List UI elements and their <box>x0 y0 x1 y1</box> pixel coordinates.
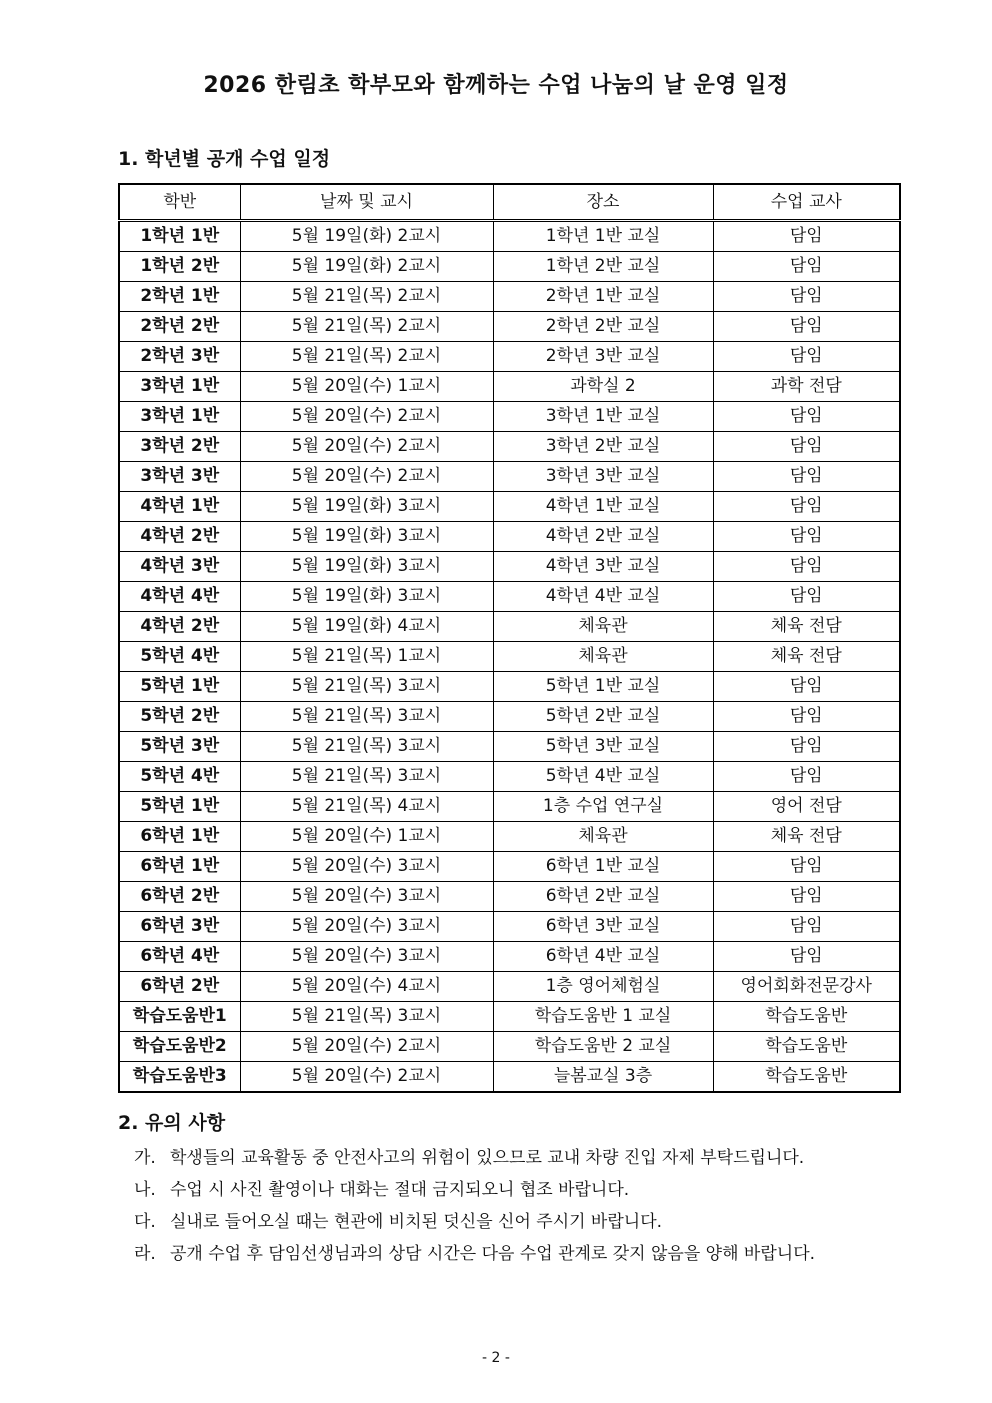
date-period-cell: 5월 19일(화) 3교시 <box>240 552 493 582</box>
date-period-cell: 5월 19일(화) 2교시 <box>240 252 493 282</box>
class-cell: 6학년 2반 <box>119 972 240 1002</box>
location-cell: 1학년 2반 교실 <box>493 252 713 282</box>
teacher-cell: 영어회화전문강사 <box>713 972 900 1002</box>
note-text: 공개 수업 후 담임선생님과의 상담 시간은 다음 수업 관계로 갖지 않음을 양해 바랍니다. <box>170 1244 816 1264</box>
page-number: - 2 - <box>482 1350 510 1366</box>
location-cell: 5학년 1반 교실 <box>493 672 713 702</box>
teacher-cell: 담임 <box>713 762 900 792</box>
location-cell: 1학년 1반 교실 <box>493 221 713 252</box>
location-cell: 늘봄교실 3층 <box>493 1062 713 1093</box>
class-cell: 4학년 4반 <box>119 582 240 612</box>
teacher-cell: 담임 <box>713 552 900 582</box>
column-header-teacher: 수업 교사 <box>713 184 900 221</box>
date-period-cell: 5월 20일(수) 4교시 <box>240 972 493 1002</box>
table-row <box>119 942 900 972</box>
table-row <box>119 462 900 492</box>
section-heading-notes: 2. 유의 사항 <box>118 1112 226 1134</box>
location-cell: 4학년 4반 교실 <box>493 582 713 612</box>
class-cell: 5학년 4반 <box>119 762 240 792</box>
class-cell: 4학년 2반 <box>119 522 240 552</box>
table-row <box>119 762 900 792</box>
teacher-cell: 담임 <box>713 912 900 942</box>
date-period-cell: 5월 20일(수) 1교시 <box>240 822 493 852</box>
note-item <box>134 1238 874 1270</box>
date-period-cell: 5월 21일(목) 1교시 <box>240 642 493 672</box>
table-header-row <box>119 184 900 221</box>
location-cell: 4학년 3반 교실 <box>493 552 713 582</box>
table-row <box>119 822 900 852</box>
teacher-cell: 학습도움반 <box>713 1062 900 1093</box>
class-cell: 6학년 3반 <box>119 912 240 942</box>
location-cell: 2학년 1반 교실 <box>493 282 713 312</box>
teacher-cell: 담임 <box>713 672 900 702</box>
teacher-cell: 담임 <box>713 702 900 732</box>
table-row <box>119 252 900 282</box>
table-row <box>119 882 900 912</box>
class-cell: 5학년 2반 <box>119 702 240 732</box>
table-row <box>119 912 900 942</box>
location-cell: 3학년 1반 교실 <box>493 402 713 432</box>
date-period-cell: 5월 20일(수) 3교시 <box>240 852 493 882</box>
table-row <box>119 402 900 432</box>
date-period-cell: 5월 20일(수) 2교시 <box>240 402 493 432</box>
note-text: 학생들의 교육활동 중 안전사고의 위험이 있으므로 교내 차량 진입 자제 부탁드립니다. <box>170 1148 805 1168</box>
note-item <box>134 1174 874 1206</box>
table-row <box>119 492 900 522</box>
location-cell: 6학년 3반 교실 <box>493 912 713 942</box>
class-cell: 1학년 2반 <box>119 252 240 282</box>
note-text: 수업 시 사진 촬영이나 대화는 절대 금지되오니 협조 바랍니다. <box>170 1180 630 1200</box>
location-cell: 3학년 3반 교실 <box>493 462 713 492</box>
location-cell: 4학년 1반 교실 <box>493 492 713 522</box>
column-header-location: 장소 <box>493 184 713 221</box>
teacher-cell: 담임 <box>713 432 900 462</box>
date-period-cell: 5월 20일(수) 2교시 <box>240 462 493 492</box>
teacher-cell: 체육 전담 <box>713 822 900 852</box>
table-row <box>119 552 900 582</box>
date-period-cell: 5월 20일(수) 3교시 <box>240 912 493 942</box>
teacher-cell: 체육 전담 <box>713 612 900 642</box>
date-period-cell: 5월 21일(목) 3교시 <box>240 732 493 762</box>
table-row <box>119 1002 900 1032</box>
table-row <box>119 672 900 702</box>
class-cell: 4학년 1반 <box>119 492 240 522</box>
class-cell: 2학년 2반 <box>119 312 240 342</box>
date-period-cell: 5월 20일(수) 1교시 <box>240 372 493 402</box>
date-period-cell: 5월 21일(목) 2교시 <box>240 312 493 342</box>
teacher-cell: 담임 <box>713 252 900 282</box>
location-cell: 학습도움반 2 교실 <box>493 1032 713 1062</box>
teacher-cell: 담임 <box>713 221 900 252</box>
date-period-cell: 5월 21일(목) 4교시 <box>240 792 493 822</box>
date-period-cell: 5월 21일(목) 3교시 <box>240 702 493 732</box>
location-cell: 체육관 <box>493 642 713 672</box>
class-cell: 5학년 1반 <box>119 672 240 702</box>
class-cell: 3학년 1반 <box>119 402 240 432</box>
date-period-cell: 5월 21일(목) 2교시 <box>240 342 493 372</box>
section-heading-schedule: 1. 학년별 공개 수업 일정 <box>118 148 331 170</box>
table-row <box>119 312 900 342</box>
table-row <box>119 1062 900 1093</box>
location-cell: 1층 영어체험실 <box>493 972 713 1002</box>
note-marker: 가. <box>134 1148 156 1168</box>
class-cell: 4학년 3반 <box>119 552 240 582</box>
class-cell: 3학년 2반 <box>119 432 240 462</box>
date-period-cell: 5월 21일(목) 2교시 <box>240 282 493 312</box>
note-marker: 라. <box>134 1244 156 1264</box>
class-cell: 학습도움반3 <box>119 1062 240 1093</box>
notes-list <box>134 1142 874 1270</box>
table-row <box>119 792 900 822</box>
teacher-cell: 담임 <box>713 492 900 522</box>
class-cell: 학습도움반2 <box>119 1032 240 1062</box>
class-cell: 2학년 3반 <box>119 342 240 372</box>
date-period-cell: 5월 21일(목) 3교시 <box>240 672 493 702</box>
location-cell: 체육관 <box>493 612 713 642</box>
table-row <box>119 582 900 612</box>
schedule-table <box>118 183 901 1093</box>
note-item <box>134 1142 874 1174</box>
class-cell: 3학년 1반 <box>119 372 240 402</box>
note-item <box>134 1206 874 1238</box>
location-cell: 1층 수업 연구실 <box>493 792 713 822</box>
table-row <box>119 732 900 762</box>
teacher-cell: 담임 <box>713 582 900 612</box>
class-cell: 3학년 3반 <box>119 462 240 492</box>
location-cell: 6학년 2반 교실 <box>493 882 713 912</box>
teacher-cell: 담임 <box>713 852 900 882</box>
location-cell: 3학년 2반 교실 <box>493 432 713 462</box>
date-period-cell: 5월 19일(화) 3교시 <box>240 582 493 612</box>
location-cell: 6학년 1반 교실 <box>493 852 713 882</box>
location-cell: 과학실 2 <box>493 372 713 402</box>
class-cell: 4학년 2반 <box>119 612 240 642</box>
teacher-cell: 영어 전담 <box>713 792 900 822</box>
teacher-cell: 담임 <box>713 312 900 342</box>
location-cell: 체육관 <box>493 822 713 852</box>
date-period-cell: 5월 21일(목) 3교시 <box>240 762 493 792</box>
table-row <box>119 221 900 252</box>
note-marker: 다. <box>134 1212 156 1232</box>
teacher-cell: 담임 <box>713 282 900 312</box>
teacher-cell: 담임 <box>713 732 900 762</box>
teacher-cell: 담임 <box>713 402 900 432</box>
teacher-cell: 학습도움반 <box>713 1002 900 1032</box>
class-cell: 6학년 1반 <box>119 852 240 882</box>
location-cell: 4학년 2반 교실 <box>493 522 713 552</box>
table-row <box>119 432 900 462</box>
table-row <box>119 342 900 372</box>
teacher-cell: 담임 <box>713 342 900 372</box>
teacher-cell: 체육 전담 <box>713 642 900 672</box>
class-cell: 2학년 1반 <box>119 282 240 312</box>
location-cell: 5학년 3반 교실 <box>493 732 713 762</box>
location-cell: 2학년 3반 교실 <box>493 342 713 372</box>
table-row <box>119 612 900 642</box>
table-row <box>119 1032 900 1062</box>
date-period-cell: 5월 19일(화) 3교시 <box>240 522 493 552</box>
location-cell: 2학년 2반 교실 <box>493 312 713 342</box>
location-cell: 학습도움반 1 교실 <box>493 1002 713 1032</box>
teacher-cell: 과학 전담 <box>713 372 900 402</box>
teacher-cell: 담임 <box>713 882 900 912</box>
date-period-cell: 5월 20일(수) 3교시 <box>240 942 493 972</box>
table-row <box>119 282 900 312</box>
class-cell: 6학년 2반 <box>119 882 240 912</box>
date-period-cell: 5월 19일(화) 3교시 <box>240 492 493 522</box>
date-period-cell: 5월 20일(수) 2교시 <box>240 1032 493 1062</box>
note-marker: 나. <box>134 1180 156 1200</box>
column-header-date-period: 날짜 및 교시 <box>240 184 493 221</box>
class-cell: 학습도움반1 <box>119 1002 240 1032</box>
table-row <box>119 522 900 552</box>
table-row <box>119 972 900 1002</box>
location-cell: 6학년 4반 교실 <box>493 942 713 972</box>
teacher-cell: 담임 <box>713 522 900 552</box>
location-cell: 5학년 4반 교실 <box>493 762 713 792</box>
table-row <box>119 852 900 882</box>
class-cell: 6학년 1반 <box>119 822 240 852</box>
date-period-cell: 5월 21일(목) 3교시 <box>240 1002 493 1032</box>
class-cell: 6학년 4반 <box>119 942 240 972</box>
document-title: 2026 한림초 학부모와 함께하는 수업 나눔의 날 운영 일정 <box>203 73 789 98</box>
class-cell: 5학년 3반 <box>119 732 240 762</box>
column-header-class: 학반 <box>119 184 240 221</box>
class-cell: 1학년 1반 <box>119 221 240 252</box>
teacher-cell: 담임 <box>713 942 900 972</box>
date-period-cell: 5월 19일(화) 2교시 <box>240 221 493 252</box>
table-row <box>119 702 900 732</box>
date-period-cell: 5월 20일(수) 3교시 <box>240 882 493 912</box>
note-text: 실내로 들어오실 때는 현관에 비치된 덧신을 신어 주시기 바랍니다. <box>170 1212 663 1232</box>
teacher-cell: 학습도움반 <box>713 1032 900 1062</box>
date-period-cell: 5월 19일(화) 4교시 <box>240 612 493 642</box>
class-cell: 5학년 4반 <box>119 642 240 672</box>
date-period-cell: 5월 20일(수) 2교시 <box>240 432 493 462</box>
table-row <box>119 372 900 402</box>
teacher-cell: 담임 <box>713 462 900 492</box>
table-row <box>119 642 900 672</box>
class-cell: 5학년 1반 <box>119 792 240 822</box>
date-period-cell: 5월 20일(수) 2교시 <box>240 1062 493 1093</box>
location-cell: 5학년 2반 교실 <box>493 702 713 732</box>
